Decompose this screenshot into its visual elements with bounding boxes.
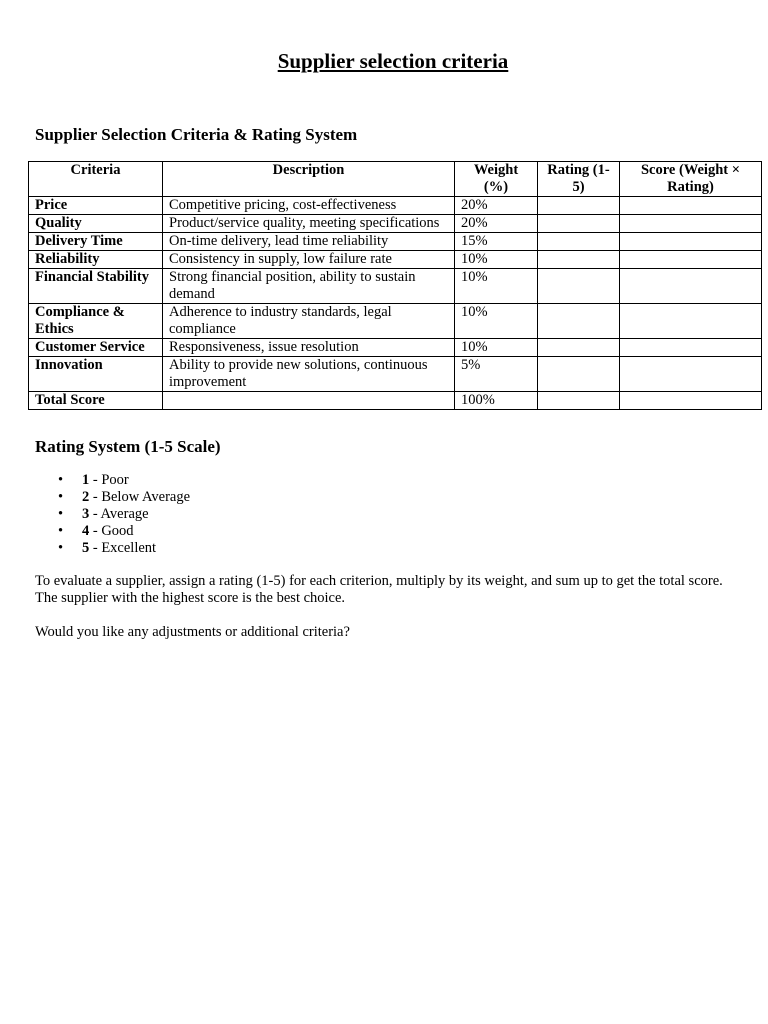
rating-label: - Poor <box>89 472 129 488</box>
weight-cell: 10% <box>455 251 538 269</box>
score-cell <box>620 269 762 304</box>
weight-cell: 5% <box>455 357 538 392</box>
criteria-cell: Reliability <box>29 251 163 269</box>
column-header-score: Score (Weight × Rating) <box>620 162 762 197</box>
table-row <box>29 339 762 357</box>
explanation-paragraph: To evaluate a supplier, assign a rating (1-5) for each criterion, multiply by its weight, and sum up to get the total score. The supplier with the highest score is the best choice. <box>35 573 723 606</box>
rating-cell <box>538 304 620 339</box>
page-title: Supplier selection criteria <box>277 49 509 73</box>
description-cell: Strong financial position, ability to sustain demand <box>163 269 455 304</box>
rating-cell <box>538 215 620 233</box>
criteria-section-heading: Supplier Selection Criteria & Rating System <box>35 125 358 144</box>
rating-number: 3 <box>82 506 90 522</box>
description-cell: Competitive pricing, cost-effectiveness <box>163 197 455 215</box>
description-cell: Ability to provide new solutions, continuous improvement <box>163 357 455 392</box>
weight-cell: 10% <box>455 269 538 304</box>
column-header-rating: Rating (1-5) <box>538 162 620 197</box>
table-row <box>29 215 762 233</box>
table-row <box>29 269 762 304</box>
weight-cell: 15% <box>455 233 538 251</box>
rating-cell <box>538 269 620 304</box>
list-item <box>58 472 190 489</box>
description-cell: Responsiveness, issue resolution <box>163 339 455 357</box>
description-cell: Adherence to industry standards, legal compliance <box>163 304 455 339</box>
bullet-icon: • <box>58 489 64 505</box>
list-item <box>58 540 190 557</box>
table-header-row <box>29 162 762 197</box>
score-cell <box>620 215 762 233</box>
list-item <box>58 523 190 540</box>
score-cell <box>620 197 762 215</box>
rating-cell <box>538 197 620 215</box>
weight-cell: 10% <box>455 339 538 357</box>
criteria-cell: Quality <box>29 215 163 233</box>
rating-number: 4 <box>82 523 90 539</box>
score-cell <box>620 304 762 339</box>
closing-question: Would you like any adjustments or additional criteria? <box>35 624 350 640</box>
table-row <box>29 233 762 251</box>
rating-cell <box>538 339 620 357</box>
criteria-table <box>28 161 762 410</box>
rating-number: 1 <box>82 472 90 488</box>
rating-cell <box>538 392 620 410</box>
table-row <box>29 197 762 215</box>
rating-scale-list <box>35 472 190 557</box>
description-cell: On-time delivery, lead time reliability <box>163 233 455 251</box>
rating-cell <box>538 233 620 251</box>
criteria-cell: Delivery Time <box>29 233 163 251</box>
score-cell <box>620 251 762 269</box>
criteria-cell: Compliance & Ethics <box>29 304 163 339</box>
list-item <box>58 506 190 523</box>
rating-section-heading: Rating System (1-5 Scale) <box>35 437 221 456</box>
criteria-cell: Financial Stability <box>29 269 163 304</box>
table-row <box>29 357 762 392</box>
weight-cell: 100% <box>455 392 538 410</box>
rating-cell <box>538 357 620 392</box>
list-item <box>58 489 191 506</box>
rating-number: 2 <box>82 489 90 505</box>
score-cell <box>620 233 762 251</box>
rating-label: - Below Average <box>89 489 191 505</box>
weight-cell: 20% <box>455 215 538 233</box>
bullet-icon: • <box>58 472 64 488</box>
description-cell: Product/service quality, meeting specifications <box>163 215 455 233</box>
rating-label: - Average <box>89 506 149 522</box>
table-row <box>29 251 762 269</box>
score-cell <box>620 357 762 392</box>
rating-label: - Excellent <box>89 540 157 556</box>
table-row <box>29 304 762 339</box>
criteria-cell: Total Score <box>29 392 163 410</box>
column-header-description: Description <box>163 162 455 197</box>
bullet-icon: • <box>58 506 64 522</box>
bullet-icon: • <box>58 523 64 539</box>
column-header-weight: Weight (%) <box>455 162 538 197</box>
description-cell: Consistency in supply, low failure rate <box>163 251 455 269</box>
weight-cell: 20% <box>455 197 538 215</box>
table-row-total <box>29 392 762 410</box>
rating-cell <box>538 251 620 269</box>
weight-cell: 10% <box>455 304 538 339</box>
criteria-cell: Customer Service <box>29 339 163 357</box>
criteria-cell: Price <box>29 197 163 215</box>
rating-label: - Good <box>89 523 134 539</box>
bullet-icon: • <box>58 540 64 556</box>
criteria-cell: Innovation <box>29 357 163 392</box>
rating-number: 5 <box>82 540 90 556</box>
description-cell <box>163 392 455 410</box>
column-header-criteria: Criteria <box>29 162 163 197</box>
score-cell <box>620 339 762 357</box>
score-cell <box>620 392 762 410</box>
